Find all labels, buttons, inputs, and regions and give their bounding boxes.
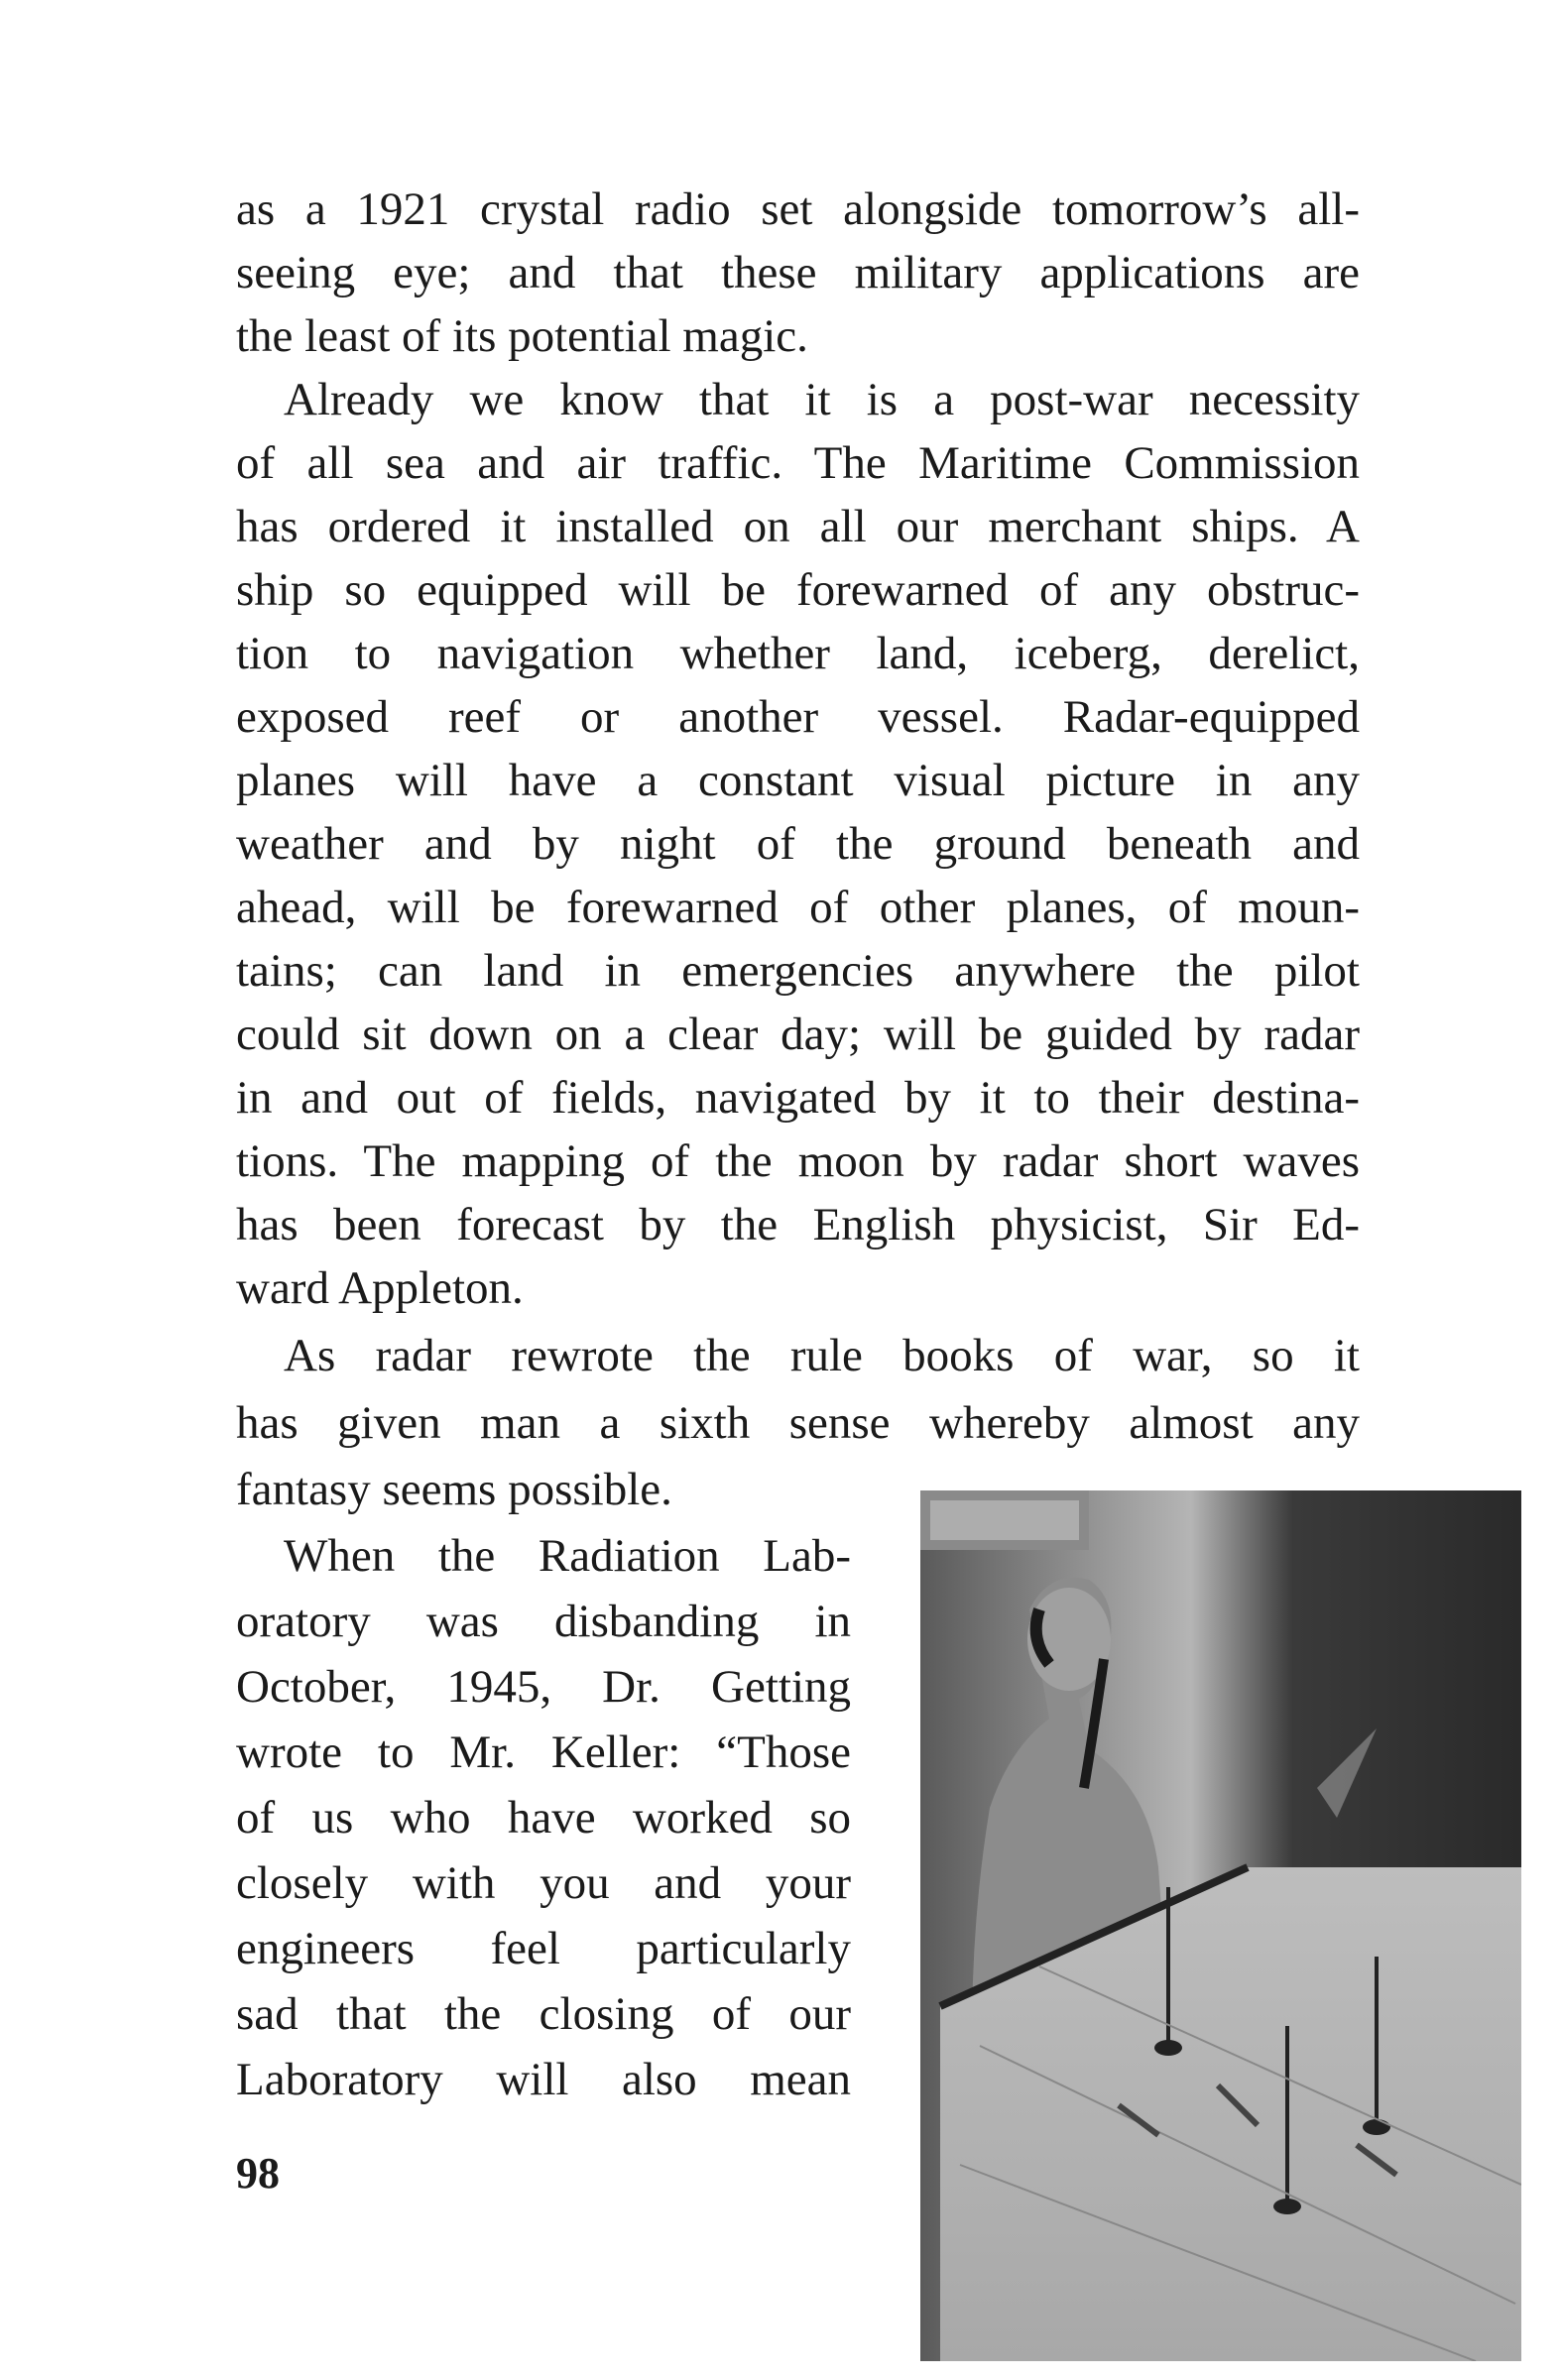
text-line: in and out of fields, navigated by it to their destina- (236, 1072, 1360, 1124)
text-line: fantasy seems possible. (236, 1464, 672, 1515)
text-line: tions. The mapping of the moon by radar short waves (236, 1135, 1360, 1187)
text-line: as a 1921 crystal radio set alongside tomorrow’s all- (236, 183, 1360, 235)
text-line: Already we know that it is a post-war necessity (284, 374, 1360, 425)
text-line: weather and by night of the ground beneath and (236, 818, 1360, 870)
text-line: the least of its potential magic. (236, 310, 808, 362)
text-line: ahead, will be forewarned of other planes, of moun- (236, 882, 1360, 933)
text-line: of us who have worked so (236, 1792, 851, 1844)
text-line: wrote to Mr. Keller: “Those (236, 1726, 851, 1778)
text-line: has ordered it installed on all our merchant ships. A (236, 501, 1360, 552)
text-line: engineers feel particularly (236, 1923, 851, 1974)
text-line: ship so equipped will be forewarned of any obstruc- (236, 564, 1360, 616)
text-line: planes will have a constant visual picture in any (236, 755, 1360, 806)
text-line: tion to navigation whether land, iceberg, derelict, (236, 628, 1360, 679)
text-line: could sit down on a clear day; will be guided by radar (236, 1009, 1360, 1060)
text-line: When the Radiation Lab- (284, 1530, 851, 1582)
text-line: has been forecast by the English physicist, Sir Ed- (236, 1199, 1360, 1250)
text-line: of all sea and air traffic. The Maritime Commission (236, 437, 1360, 489)
text-line: As radar rewrote the rule books of war, so it (284, 1330, 1360, 1381)
text-line: Laboratory will also mean (236, 2054, 851, 2105)
text-line: has given man a sixth sense whereby almost any (236, 1397, 1360, 1449)
text-line: exposed reef or another vessel. Radar-equipped (236, 691, 1360, 743)
photograph-radar-operator (920, 1490, 1521, 2361)
text-line: oratory was disbanding in (236, 1596, 851, 1647)
text-line: seeing eye; and that these military applications are (236, 247, 1360, 298)
text-line: tains; can land in emergencies anywhere the pilot (236, 945, 1360, 997)
text-line: closely with you and your (236, 1857, 851, 1909)
text-line: sad that the closing of our (236, 1988, 851, 2040)
text-line: October, 1945, Dr. Getting (236, 1661, 851, 1713)
page-number: 98 (236, 2149, 280, 2198)
text-line: ward Appleton. (236, 1262, 524, 1314)
